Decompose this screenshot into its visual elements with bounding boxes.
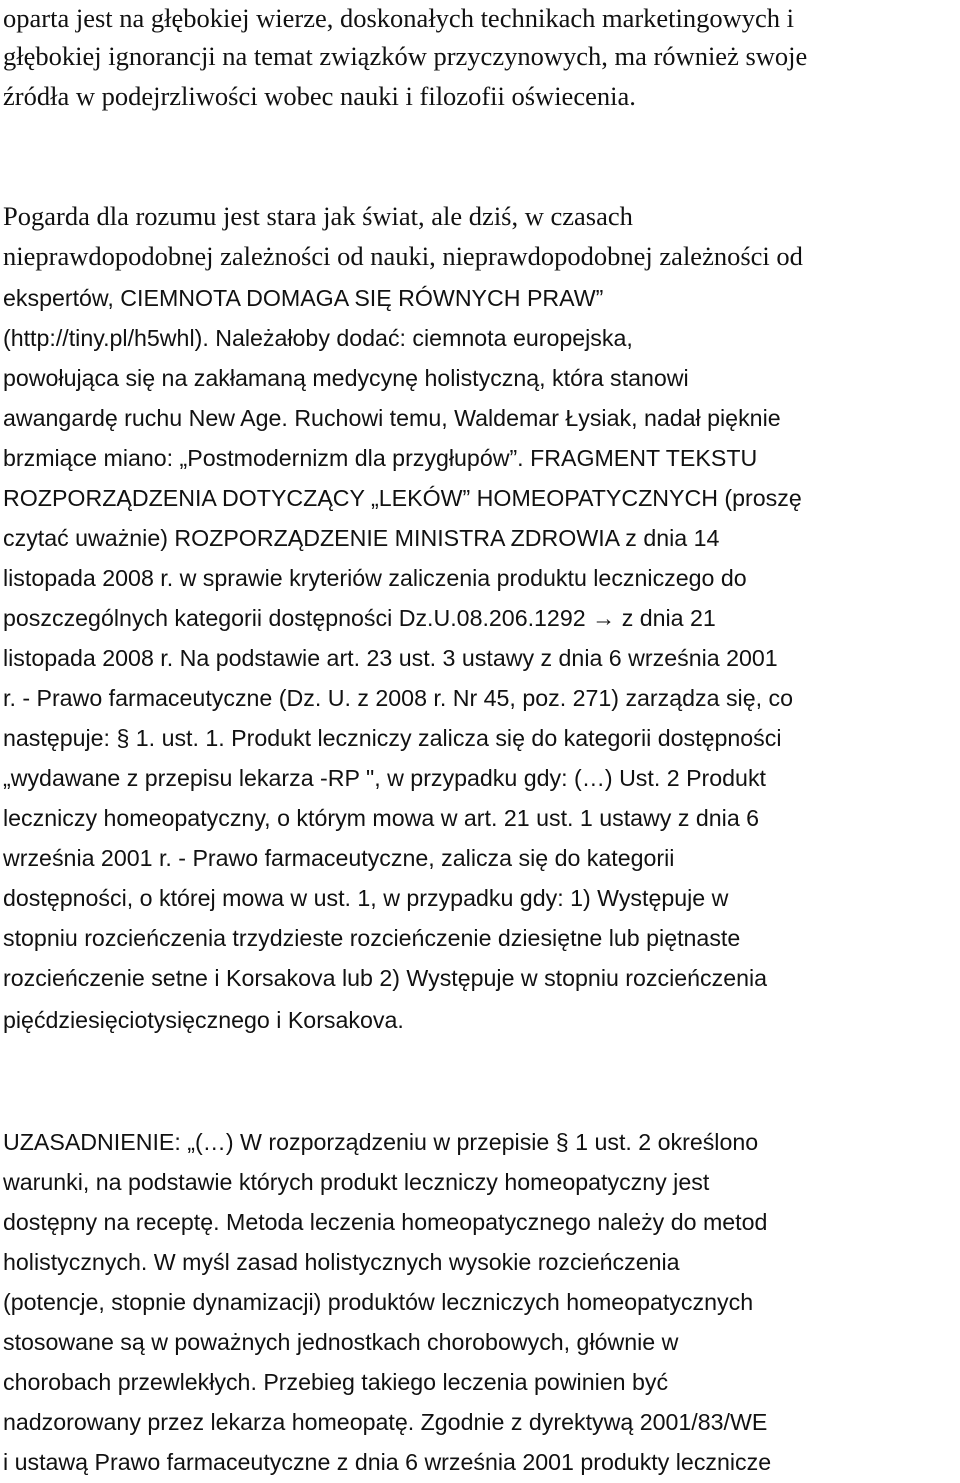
text-line: awangardę ruchu New Age. Ruchowi temu, Waldemar Łysiak, nadał pięknie [3, 405, 781, 431]
text-line: rozcieńczenie setne i Korsakova lub 2) Występuje w stopniu rozcieńczenia [3, 965, 768, 991]
text-line: r. - Prawo farmaceutyczne (Dz. U. z 2008 r. Nr 45, poz. 271) zarządza się, co [3, 685, 793, 711]
text-line: i ustawą Prawo farmaceutyczne z dnia 6 września 2001 produkty lecznicze [3, 1449, 772, 1475]
text-line: ekspertów, CIEMNOTA DOMAGA SIĘ RÓWNYCH PRAW” [3, 285, 604, 311]
text-line: powołująca się na zakłamaną medycynę holistyczną, która stanowi [3, 365, 689, 391]
text-line: dostępności, o której mowa w ust. 1, w przypadku gdy: 1) Występuje w [3, 885, 729, 911]
text-line: głębokiej ignorancji na temat związków przyczynowych, ma również swoje [3, 41, 808, 71]
text-line: warunki, na podstawie których produkt leczniczy homeopatyczny jest [3, 1169, 710, 1195]
text-line: dostępny na receptę. Metoda leczenia homeopatycznego należy do metod [3, 1209, 768, 1235]
text-line: brzmiące miano: „Postmodernizm dla przygłupów”. FRAGMENT TEKSTU [3, 445, 758, 471]
text-line: stopniu rozcieńczenia trzydzieste rozcieńczenie dziesiętne lub piętnaste [3, 925, 741, 951]
text-line: (http://tiny.pl/h5whl). Należałoby dodać: ciemnota europejska, [3, 325, 633, 351]
text-line: oparta jest na głębokiej wierze, doskonałych technikach marketingowych i [3, 3, 795, 33]
text-line: poszczególnych kategorii dostępności Dz.U.08.206.1292 → z dnia 21 [3, 605, 716, 631]
text-line: Pogarda dla rozumu jest stara jak świat, ale dziś, w czasach [3, 201, 633, 231]
text-line: chorobach przewlekłych. Przebieg takiego leczenia powinien być [3, 1369, 669, 1395]
text-line: listopada 2008 r. w sprawie kryteriów zaliczenia produktu leczniczego do [3, 565, 747, 591]
text-line: czytać uważnie) ROZPORZĄDZENIE MINISTRA ZDROWIA z dnia 14 [3, 525, 720, 551]
text-line: nieprawdopodobnej zależności od nauki, nieprawdopodobnej zależności od [3, 241, 803, 271]
text-line: stosowane są w poważnych jednostkach chorobowych, głównie w [3, 1329, 679, 1355]
text-line: UZASADNIENIE: „(…) W rozporządzeniu w przepisie § 1 ust. 2 określono [3, 1129, 759, 1155]
text-line: pięćdziesięciotysięcznego i Korsakova. [3, 1007, 404, 1033]
text-line: leczniczy homeopatyczny, o którym mowa w art. 21 ust. 1 ustawy z dnia 6 [3, 805, 760, 831]
text-line: września 2001 r. - Prawo farmaceutyczne, zalicza się do kategorii [3, 845, 675, 871]
text-line: ROZPORZĄDZENIA DOTYCZĄCY „LEKÓW” HOMEOPATYCZNYCH (proszę [3, 485, 802, 511]
text-line: źródła w podejrzliwości wobec nauki i filozofii oświecenia. [3, 81, 636, 111]
text-line: nadzorowany przez lekarza homeopatę. Zgodnie z dyrektywą 2001/83/WE [3, 1409, 768, 1435]
text-line: następuje: § 1. ust. 1. Produkt leczniczy zalicza się do kategorii dostępności [3, 725, 782, 751]
text-line: holistycznych. W myśl zasad holistycznych wysokie rozcieńczenia [3, 1249, 680, 1275]
text-line: (potencje, stopnie dynamizacji) produktów leczniczych homeopatycznych [3, 1289, 754, 1315]
text-line: „wydawane z przepisu lekarza -RP ", w przypadku gdy: (…) Ust. 2 Produkt [3, 765, 766, 791]
text-line: listopada 2008 r. Na podstawie art. 23 ust. 3 ustawy z dnia 6 września 2001 [3, 645, 778, 671]
